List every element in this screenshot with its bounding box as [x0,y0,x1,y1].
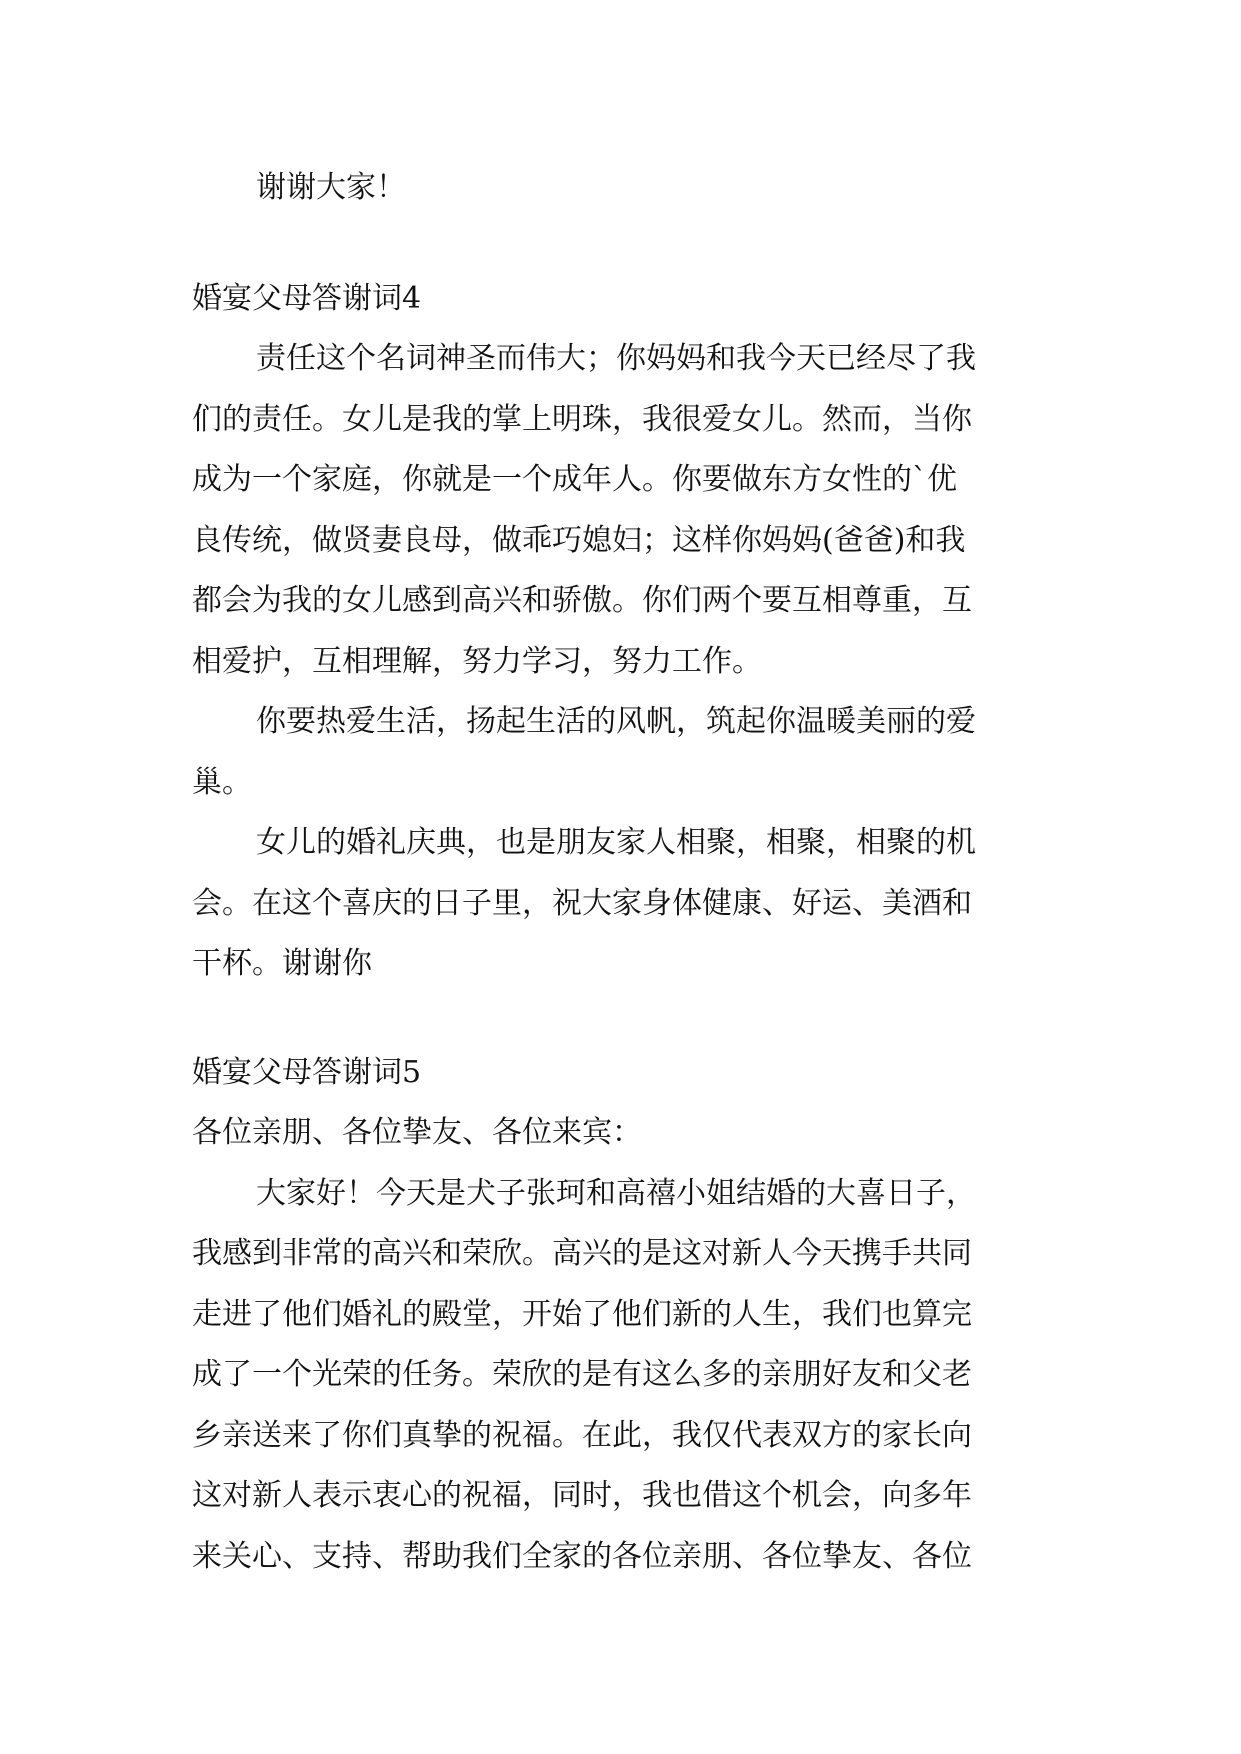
paragraph-line: 这对新人表示衷心的祝福，同时，我也借这个机会，向多年 [192,1478,972,1513]
paragraph-line: 女儿的婚礼庆典，也是朋友家人相聚，相聚，相聚的机 [256,825,976,860]
paragraph-line: 干杯。谢谢你 [192,946,372,981]
paragraph-line: 责任这个名词神圣而伟大；你妈妈和我今天已经尽了我 [256,341,976,376]
paragraph-line: 都会为我的女儿感到高兴和骄傲。你们两个要互相尊重，互 [192,583,972,618]
section-gap [192,219,1052,269]
section-4-paragraph-2 [192,692,1052,813]
section-4-paragraph-1 [192,329,1052,692]
paragraph-line: 会。在这个喜庆的日子里，祝大家身体健康、好运、美酒和 [192,885,972,921]
closing-line: 谢谢大家！ [256,170,406,205]
paragraph-line: 来关心、支持、帮助我们全家的各位亲朋、各位挚友、各位 [192,1538,972,1574]
paragraph-line: 巢。 [192,764,252,800]
paragraph-line: 乡亲送来了你们真挚的祝福。在此，我仅代表双方的家长向 [192,1417,972,1453]
paragraph-line: 相爱护，互相理解，努力学习，努力工作。 [192,643,762,679]
paragraph-line: 们的责任。女儿是我的掌上明珠，我很爱女儿。然而，当你 [192,401,972,437]
section-5-paragraph-1 [192,1164,1052,1588]
section-4-title: 婚宴父母答谢词4 [192,280,422,316]
section-5-title: 婚宴父母答谢词5 [192,1054,422,1090]
paragraph-line: 成了一个光荣的任务。荣欣的是有这么多的亲朋好友和父老 [192,1357,972,1392]
section-4-paragraph-3 [192,813,1052,995]
section-5-salutation: 各位亲朋、各位挚友、各位来宾： [192,1115,642,1150]
paragraph-line: 成为一个家庭，你就是一个成年人。你要做东方女性的`优 [192,462,957,497]
paragraph-line: 走进了他们婚礼的殿堂，开始了他们新的人生，我们也算完 [192,1296,972,1332]
paragraph-line: 大家好！今天是犬子张珂和高禧小姐结婚的大喜日子， [256,1175,976,1211]
section-gap [192,995,1052,1043]
paragraph-line: 良传统，做贤妻良母，做乖巧媳妇；这样你妈妈(爸爸)和我 [192,522,966,558]
paragraph-line: 我感到非常的高兴和荣欣。高兴的是这对新人今天携手共同 [192,1236,972,1271]
paragraph-line: 你要热爱生活，扬起生活的风帆，筑起你温暖美丽的爱 [256,704,976,739]
document-body [192,158,1052,1587]
